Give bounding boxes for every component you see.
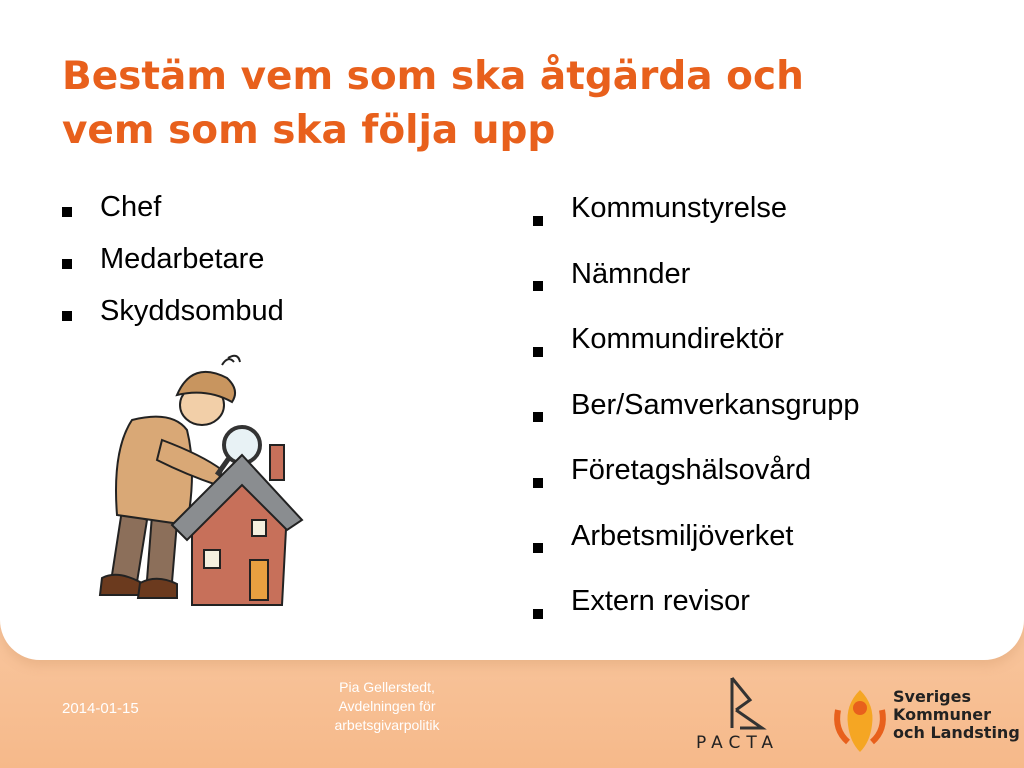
bullet-icon [533,478,543,488]
detective-inspecting-house-illustration [92,350,312,610]
list-item: Medarbetare [62,238,442,290]
bullet-icon [533,543,543,553]
footer-author-line-2: Avdelningen för [338,698,436,714]
skl-text-line-2: Kommuner [893,705,991,724]
bullet-icon [533,412,543,422]
slide-title-line-1: Bestäm vem som ska åtgärda och [62,54,804,99]
left-bullet-list [62,186,442,342]
pacta-logo-text: PACTA [696,733,780,753]
skl-logo-text [893,688,1020,742]
bullet-icon [62,311,72,321]
list-item: Ber/Samverkansgrupp [533,385,993,451]
slide-title [62,50,962,158]
list-item: Kommundirektör [533,319,993,385]
footer-author-line-3: arbetsgivarpolitik [334,717,440,733]
slide-title-line-2: vem som ska följa upp [62,108,556,153]
skl-text-line-3: och Landsting [893,723,1020,742]
bullet-icon [62,259,72,269]
footer-date: 2014-01-15 [62,700,139,717]
bullet-icon [533,216,543,226]
bullet-icon [62,207,72,217]
list-item: Nämnder [533,254,993,320]
footer-author-line-1: Pia Gellerstedt, [339,679,435,695]
list-item: Arbetsmiljöverket [533,516,993,582]
right-bullet-list [533,188,993,647]
skl-logo-icon [830,680,890,760]
list-item: Kommunstyrelse [533,188,993,254]
list-item: Företagshälsovård [533,450,993,516]
skl-text-line-1: Sveriges [893,687,972,706]
list-item: Skyddsombud [62,290,442,342]
bullet-icon [533,281,543,291]
bullet-icon [533,347,543,357]
bullet-icon [533,609,543,619]
footer-author [302,678,472,735]
list-item: Extern revisor [533,581,993,647]
list-item: Chef [62,186,442,238]
